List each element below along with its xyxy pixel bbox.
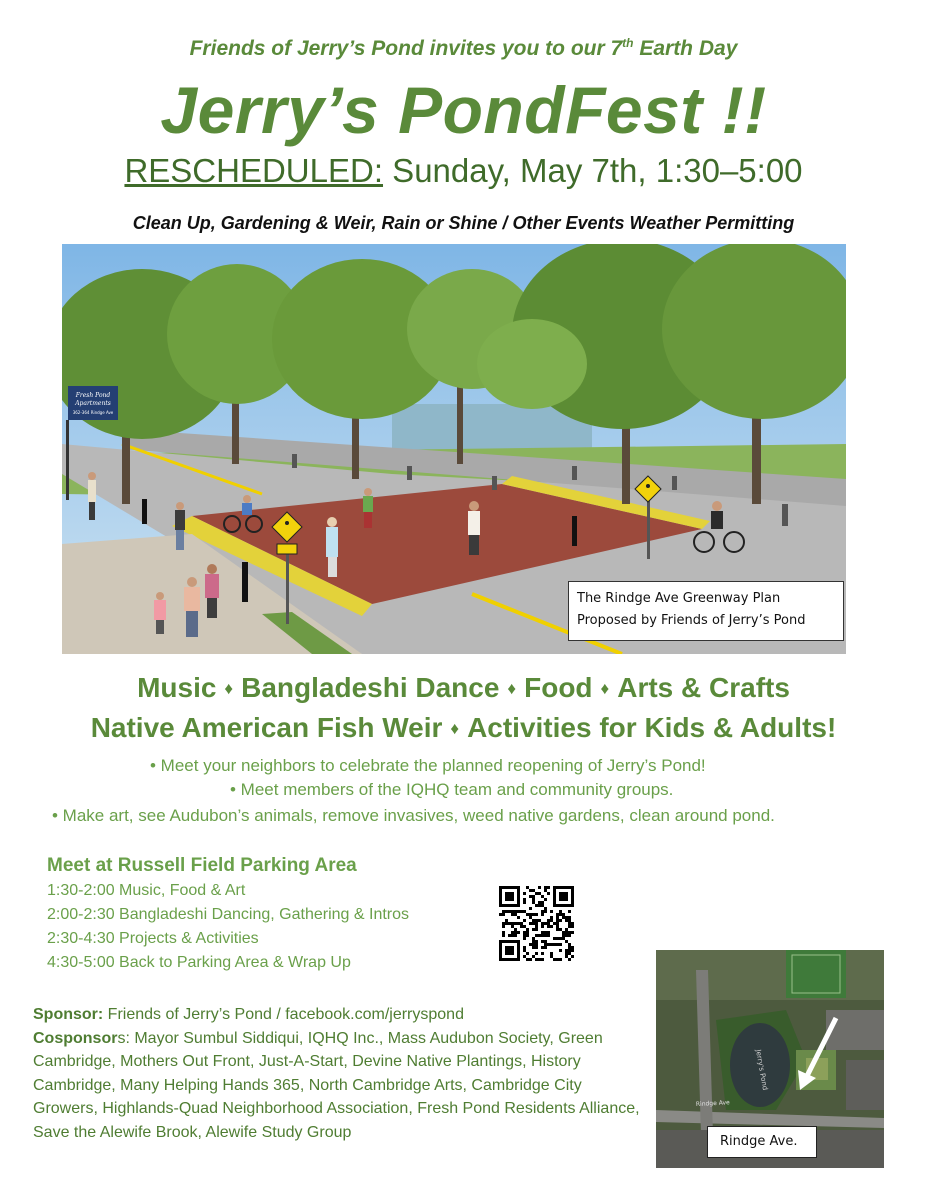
- apartment-sign-line3: 362-364 Rindge Ave: [72, 410, 114, 415]
- highlight-item: Activities for Kids & Adults!: [467, 712, 837, 743]
- caption-line-2: Proposed by Friends of Jerry’s Pond: [577, 613, 806, 628]
- diamond-icon: ♦: [450, 719, 460, 738]
- apartment-sign-line2: Apartments: [75, 400, 111, 407]
- diamond-icon: ♦: [224, 679, 234, 698]
- event-title: Jerry’s PondFest !!: [160, 73, 767, 147]
- map-pond-label: Jerry's Pond: [754, 1048, 770, 1091]
- highlights-row-2: [0, 712, 927, 744]
- intro-text: invites you to our 7: [423, 37, 623, 60]
- sponsor-label: Sponsor:: [33, 1006, 104, 1023]
- highlight-item: Bangladeshi Dance: [241, 672, 500, 703]
- weather-note: Clean Up, Gardening & Weir, Rain or Shine / Other Events Weather Permitting: [132, 213, 795, 233]
- intro-end: Earth Day: [633, 37, 738, 60]
- image-caption: [568, 581, 844, 641]
- highlight-item: Arts & Crafts: [617, 672, 790, 703]
- map-callout: Rindge Ave.: [707, 1126, 817, 1158]
- sponsors-block: [33, 1003, 643, 1145]
- ordinal-suffix: th: [622, 36, 634, 50]
- qr-code-icon[interactable]: [499, 886, 574, 961]
- rescheduled-label: RESCHEDULED:: [124, 152, 384, 189]
- meeting-location-heading: Meet at Russell Field Parking Area: [47, 855, 357, 876]
- schedule-item: 2:30-4:30 Projects & Activities: [47, 930, 259, 947]
- schedule-item: 4:30-5:00 Back to Parking Area & Wrap Up: [47, 954, 351, 971]
- diamond-icon: ♦: [507, 679, 517, 698]
- cosponsor-text: s: Mayor Sumbul Siddiqui, IQHQ Inc., Mass Audubon Society, Green Cambridge, Mothers Out Front, Just-A-Start, Devine Native Plantings, History Cambridge, Many Helping Hands 365, North Cambridge Arts, Cambridge City Growers, Highlands-Quad Neighborhood Association, Fresh Pond Residents Alliance, Save the Alewife Brook, Alewife Study Group: [33, 1029, 640, 1141]
- bullet-item: • Meet members of the IQHQ team and community groups.: [230, 780, 674, 799]
- org-name: Friends of Jerry’s Pond: [189, 37, 424, 60]
- rescheduled-date: Sunday, May 7th, 1:30–5:00: [383, 152, 803, 189]
- caption-line-1: The Rindge Ave Greenway Plan: [577, 591, 781, 606]
- schedule-item: 1:30-2:00 Music, Food & Art: [47, 882, 246, 899]
- highlights-row-1: [0, 672, 927, 704]
- bullet-item: • Make art, see Audubon’s animals, remove invasives, weed native gardens, clean around pond.: [52, 806, 775, 825]
- intro-line: [0, 36, 927, 61]
- highlight-item: Native American Fish Weir: [90, 712, 443, 743]
- sponsor-text: Friends of Jerry’s Pond / facebook.com/jerryspond: [103, 1006, 464, 1023]
- highlight-item: Music: [137, 672, 217, 703]
- apartment-sign-line1: Fresh Pond: [75, 392, 111, 399]
- cosponsor-label: Cosponsor: [33, 1029, 118, 1047]
- bullet-item: • Meet your neighbors to celebrate the planned reopening of Jerry’s Pond!: [150, 756, 706, 775]
- map-road-label: Rindge Ave: [695, 1099, 730, 1108]
- diamond-icon: ♦: [600, 679, 610, 698]
- highlight-item: Food: [524, 672, 593, 703]
- schedule-item: 2:00-2:30 Bangladeshi Dancing, Gathering & Intros: [47, 906, 410, 923]
- rescheduled-line: [0, 152, 927, 190]
